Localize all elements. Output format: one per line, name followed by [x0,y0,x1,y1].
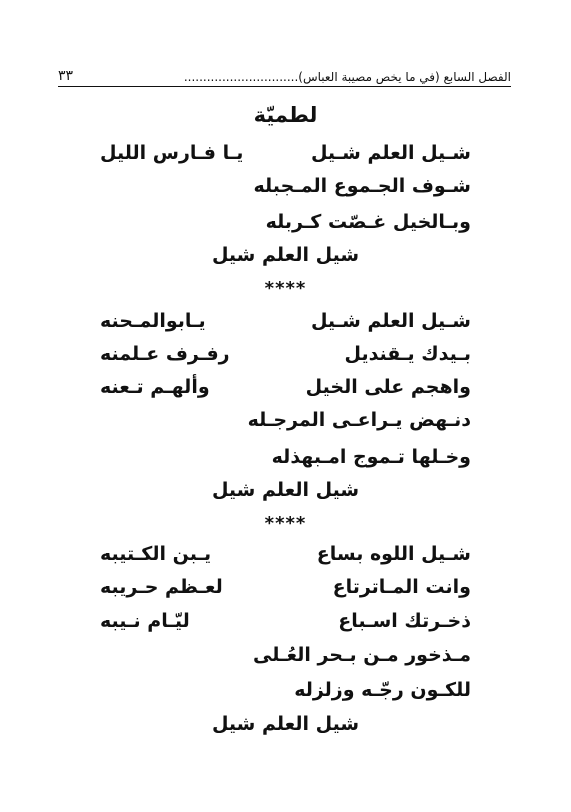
stanza-separator-1: **** [264,278,307,299]
page-number: ٣٣ [58,68,74,84]
verse-line-9-right: شـيل اللوه بساع [316,543,471,565]
running-header [58,62,511,84]
leader-dots: .............................. [183,70,299,84]
chapter-title-text: الفصل السابع (في ما يخص مصيبة العباس) [298,70,511,84]
stanza-separator-2: **** [264,513,307,534]
verse-line-13: للكـون رجّـه وزلزله [294,679,471,701]
verse-line-12: مـذخور مـن بـحر العُـلى [253,644,471,666]
chapter-title [184,70,511,84]
verse-line-10-right: وانت المـاترتاع [332,576,471,598]
refrain-3: شيل العلم شيل [211,713,360,735]
verse-line-4-right: شـيل العلم شـيل [310,310,471,332]
verse-line-5-right: بـيدك يـقنديل [344,343,471,365]
verse-line-1-right: شـيل العلم شـيل [310,142,471,164]
verse-line-11-right: ذخـرتك اسـباع [338,610,471,632]
refrain-2: شيل العلم شيل [211,479,360,501]
verse-line-3: وبـالخيل غـصّت كـربله [265,211,471,233]
verse-line-9-left: يـبن الكـتيبه [100,543,212,565]
poem-heading: لطميّة [253,103,318,127]
verse-line-10-left: لعـظم حـريبه [100,576,223,598]
verse-line-5-left: رفـرف عـلمنه [100,343,230,365]
verse-line-2: شـوف الجـموع المـجبله [253,175,471,197]
verse-line-4-left: يـابوالمـحنه [100,310,206,332]
verse-line-7: دنـهض يـراعـى المرجـله [247,409,471,431]
refrain-1: شيل العلم شيل [211,244,360,266]
verse-line-11-left: ليّـام نـيبه [100,610,190,632]
verse-line-1-left: يـا فـارس الليل [100,142,244,164]
verse-line-6-right: واهجم على الخيل [305,376,471,398]
verse-line-8: وخـلها تـموج امـبهذله [271,446,471,468]
verse-line-6-left: وألهـم تـعنه [100,376,210,398]
header-rule [58,86,511,87]
